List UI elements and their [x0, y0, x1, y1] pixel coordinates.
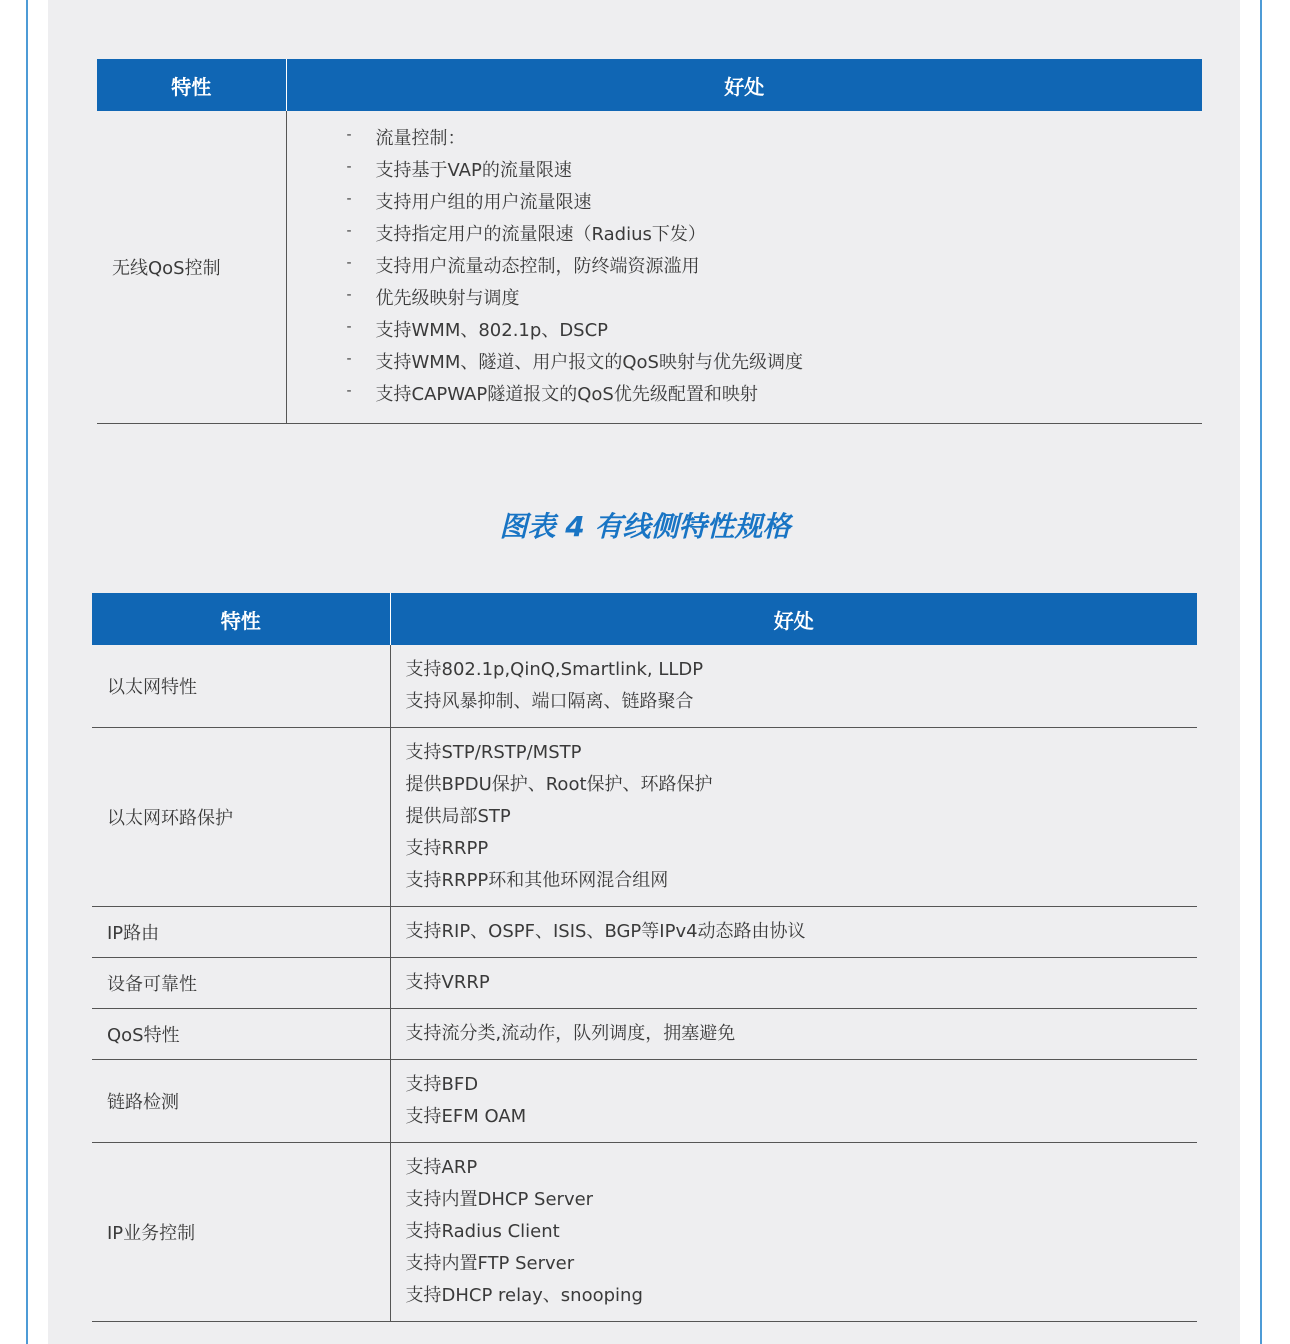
benefit-text: 支持指定用户的流量限速（Radius下发）	[375, 224, 706, 245]
benefit-item	[302, 379, 1203, 411]
benefit-text: 支持内置FTP Server	[405, 1253, 575, 1274]
feature-cell: IP业务控制	[92, 1143, 390, 1322]
table-row	[92, 1060, 1197, 1143]
figure-title: 图表 4 有线侧特性规格	[499, 510, 791, 543]
header-benefit: 好处	[286, 59, 1202, 111]
benefit-text: 支持RIP、OSPF、ISIS、BGP等IPv4动态路由协议	[405, 921, 806, 942]
benefit-cell	[390, 907, 1197, 958]
benefit-item	[302, 219, 1203, 251]
dash-bullet: -	[346, 319, 352, 335]
table-row	[92, 728, 1197, 907]
benefit-cell	[390, 728, 1197, 907]
dash-bullet: -	[346, 159, 352, 175]
table-row	[97, 111, 1202, 424]
benefit-text: 支持Radius Client	[405, 1221, 560, 1242]
benefit-text: 支持WMM、802.1p、DSCP	[375, 320, 609, 341]
benefit-text: 支持ARP	[405, 1157, 478, 1178]
benefit-text: 支持BFD	[405, 1074, 479, 1095]
benefit-text: 支持DHCP relay、snooping	[405, 1285, 643, 1306]
benefit-text: 支持VRRP	[405, 972, 490, 993]
dash-bullet: -	[346, 287, 352, 303]
dash-bullet: -	[346, 255, 352, 271]
feature-cell: 设备可靠性	[92, 958, 390, 1009]
benefit-cell	[286, 111, 1202, 424]
feature-cell: 链路检测	[92, 1060, 390, 1143]
table-row	[92, 1143, 1197, 1322]
benefit-text: 流量控制：	[375, 128, 466, 149]
benefit-text: 支持风暴抑制、端口隔离、链路聚合	[405, 691, 694, 712]
benefit-text: 支持流分类,流动作，队列调度，拥塞避免	[405, 1023, 736, 1044]
benefit-text: 支持内置DHCP Server	[405, 1189, 594, 1210]
wireless-qos-table	[97, 59, 1202, 424]
benefit-item	[302, 123, 1203, 155]
table-header-row	[97, 59, 1202, 111]
benefit-text: 支持用户组的用户流量限速	[375, 192, 592, 213]
benefit-text: 支持RRPP	[405, 838, 489, 859]
header-benefit: 好处	[390, 593, 1197, 645]
benefit-text: 优先级映射与调度	[375, 288, 520, 309]
feature-cell: 无线QoS控制	[97, 111, 286, 424]
frame-border-left	[26, 0, 28, 1344]
benefit-text: 提供局部STP	[405, 806, 511, 827]
benefit-item	[302, 315, 1203, 347]
table-row	[92, 645, 1197, 728]
benefit-item	[302, 283, 1203, 315]
benefit-text: 支持CAPWAP隧道报文的QoS优先级配置和映射	[375, 384, 758, 405]
feature-cell: IP路由	[92, 907, 390, 958]
benefit-cell	[390, 1060, 1197, 1143]
benefit-cell	[390, 645, 1197, 728]
dash-bullet: -	[346, 191, 352, 207]
dash-bullet: -	[346, 127, 352, 143]
benefit-item	[302, 187, 1203, 219]
header-feature: 特性	[92, 593, 390, 645]
benefit-text: 支持802.1p,QinQ,Smartlink, LLDP	[405, 659, 704, 680]
feature-cell: 以太网环路保护	[92, 728, 390, 907]
benefit-item	[302, 251, 1203, 283]
benefit-cell	[390, 958, 1197, 1009]
benefit-cell	[390, 1009, 1197, 1060]
table-row	[92, 1009, 1197, 1060]
benefit-item	[302, 347, 1203, 379]
benefit-text: 支持EFM OAM	[405, 1106, 527, 1127]
dash-bullet: -	[346, 351, 352, 367]
benefit-text: 支持WMM、隧道、用户报文的QoS映射与优先级调度	[375, 352, 803, 373]
benefit-cell	[390, 1143, 1197, 1322]
benefit-text: 支持用户流量动态控制，防终端资源滥用	[375, 256, 700, 277]
feature-cell: QoS特性	[92, 1009, 390, 1060]
benefit-text: 支持STP/RSTP/MSTP	[405, 742, 582, 763]
feature-cell: 以太网特性	[92, 645, 390, 728]
benefit-text: 支持基于VAP的流量限速	[375, 160, 572, 181]
table-row	[92, 958, 1197, 1009]
dash-bullet: -	[346, 383, 352, 399]
benefit-item	[302, 155, 1203, 187]
benefit-text: 提供BPDU保护、Root保护、环路保护	[405, 774, 713, 795]
dash-bullet: -	[346, 223, 352, 239]
wired-spec-table	[92, 593, 1197, 1322]
header-feature: 特性	[97, 59, 286, 111]
benefit-text: 支持RRPP环和其他环网混合组网	[405, 870, 669, 891]
table-row	[92, 907, 1197, 958]
table-header-row	[92, 593, 1197, 645]
frame-border-right	[1260, 0, 1262, 1344]
